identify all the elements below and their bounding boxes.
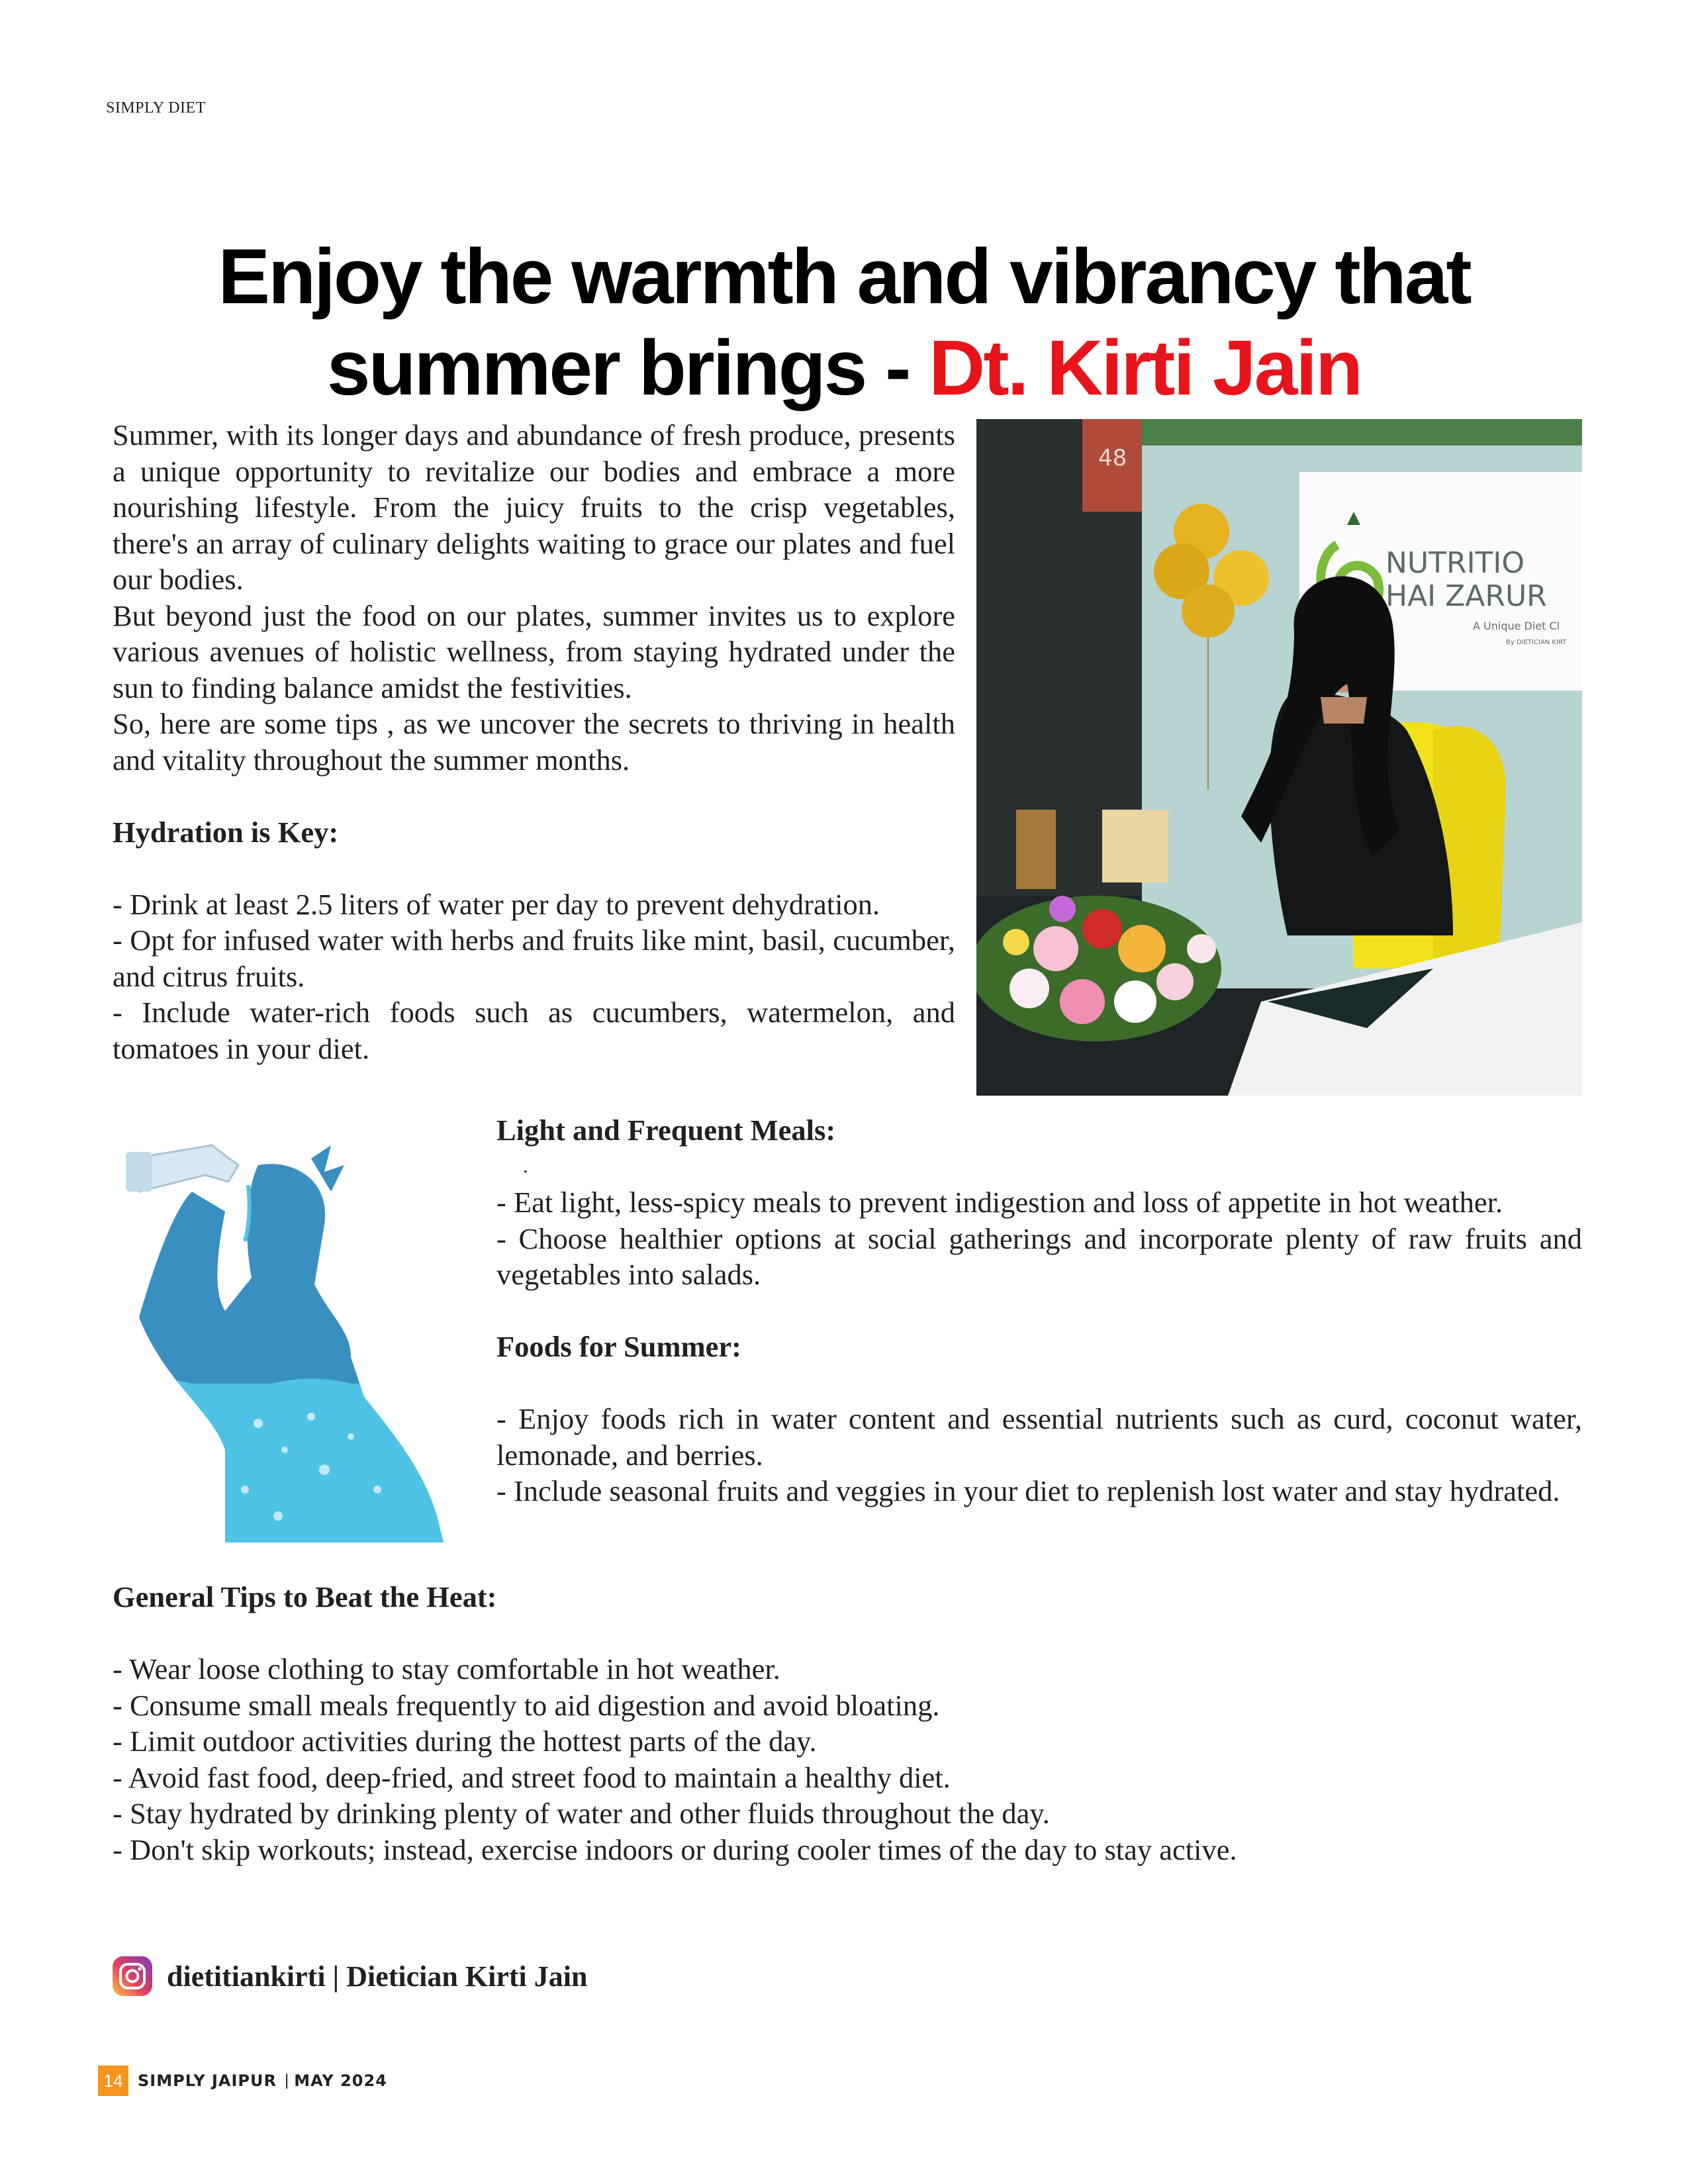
issue-date: MAY 2024 [294, 2071, 387, 2090]
meals-heading: Light and Frequent Meals: [496, 1114, 836, 1147]
meals-foods-column [496, 1112, 1582, 1509]
door-number: 48 [1098, 445, 1127, 471]
hydration-item: - Opt for infused water with herbs and fruits like mint, basil, cucumber, and citrus fruits. [113, 924, 955, 993]
footer-separator: | [284, 2071, 289, 2089]
headline-author: Dt. Kirti Jain [929, 324, 1362, 412]
page-number: 14 [98, 2065, 128, 2096]
headline-line-2 [79, 322, 1609, 414]
flower-arrangement [976, 896, 1221, 1041]
meals-item: - Eat light, less-spicy meals to prevent indigestion and loss of appetite in hot weather. [496, 1186, 1503, 1219]
foods-heading: Foods for Summer: [496, 1330, 741, 1363]
magazine-name: SIMPLY JAIPUR [138, 2071, 277, 2090]
sign-byline: By DIETICIAN KIRT [1506, 639, 1567, 646]
tips-section [113, 1579, 1582, 1868]
meals-dot: . [523, 1155, 528, 1177]
headline-line-2-text: summer brings - [326, 324, 929, 412]
social-handle: dietitiankirti | Dietician Kirti Jain [167, 1960, 588, 1993]
tips-item: - Wear loose clothing to stay comfortable in hot weather. [113, 1652, 780, 1685]
meals-item: - Choose healthier options at social gatherings and incorporate plenty of raw fruits and vegetables into salads. [496, 1221, 1582, 1291]
drinking-water-illustration [113, 1119, 470, 1543]
intro-column [113, 417, 955, 1067]
tips-item: - Consume small meals frequently to aid digestion and avoid bloating. [113, 1688, 940, 1722]
foods-item: - Include seasonal fruits and veggies in your diet to replenish lost water and stay hydrated. [496, 1474, 1560, 1507]
page-footer [98, 2065, 387, 2096]
foods-item: - Enjoy foods rich in water content and essential nutrients such as curd, coconut water, lemonade, and berries. [496, 1402, 1582, 1472]
sign-tagline: A Unique Diet Cl [1473, 620, 1560, 632]
tips-item: - Stay hydrated by drinking plenty of water and other fluids throughout the day. [113, 1797, 1050, 1830]
tips-item: - Don't skip workouts; instead, exercise indoors or during cooler times of the day to stay active. [113, 1832, 1237, 1866]
section-tag: SIMPLY DIET [106, 99, 206, 117]
hydration-item: - Drink at least 2.5 liters of water per day to prevent dehydration. [113, 887, 880, 921]
intro-paragraph: But beyond just the food on our plates, summer invites us to explore various avenues of holistic wellness, from staying hydrated under the sun to finding balance amidst the festivities. [113, 598, 955, 704]
tips-item: - Limit outdoor activities during the hottest parts of the day. [113, 1725, 817, 1758]
hydration-heading: Hydration is Key: [113, 815, 339, 849]
tips-heading: General Tips to Beat the Heat: [113, 1580, 497, 1613]
sign-line-1: NUTRITIO [1385, 546, 1525, 580]
instagram-icon [111, 1955, 154, 1997]
tips-item: - Avoid fast food, deep-fried, and street food to maintain a healthy diet. [113, 1760, 951, 1794]
intro-paragraph: Summer, with its longer days and abundance of fresh produce, presents a unique opportunity to revitalize our bodies and embrace a more nourishing lifestyle. From the juicy fruits to the crisp vegetables, there's an array of culinary delights waiting to grace our plates and fuel our bodies. [113, 418, 955, 596]
headline-line-1: Enjoy the warmth and vibrancy that [218, 233, 1470, 321]
headline [79, 231, 1609, 414]
dietician-photo [976, 419, 1582, 1096]
intro-paragraph: So, here are some tips , as we uncover the secrets to thriving in health and vitality throughout the summer months. [113, 707, 955, 777]
sign-line-2: HAI ZARUR [1385, 579, 1547, 613]
hydration-item: - Include water-rich foods such as cucumbers, watermelon, and tomatoes in your diet. [113, 996, 955, 1065]
social-credit [111, 1953, 587, 1999]
